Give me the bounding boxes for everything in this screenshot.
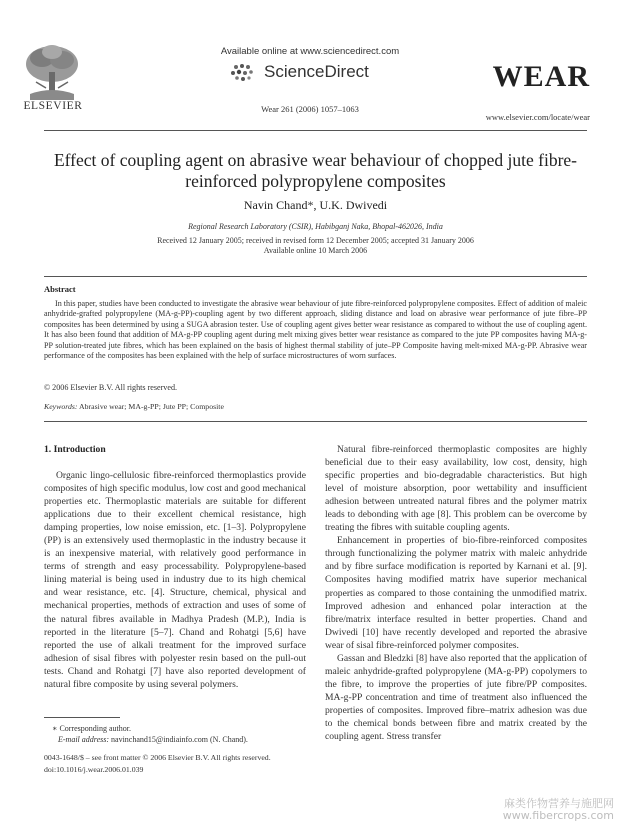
paragraph: Organic lingo-cellulosic fibre-reinforced thermoplastics provide composites of high specific modulus, low cost and good mechanical properties etc. Thermoplastic materials are suitable for different applications due to their excellent chemical resistance, high damping properties, low noise emission, etc. [1–3]. Polypropylene (PP) is an extensively used thermoplastic in the industry because it is an inexpensive material, with relatively good performance in terms of strength and easy processability. Polypropylene-based lining material is being used in industry due to its high chemical and wear resistance, etc. [4]. Structure, chemical, physical and mechanical properties, methods of extraction and uses of some of the natural fibres available in Madhya Pradesh (M.P.), India is reported in the literature [5–7]. Chand and Rohatgi [5,6] have reported the use of alkali treatment for the improved surface adhesion of sisal fibres with polyester resin based on the pull-out tests. Chand and Rohatgi [7] have also reported development of natural fibre composite by using several polymers.: [44, 470, 306, 690]
keywords-list: Abrasive wear; MA-g-PP; Jute PP; Composite: [79, 402, 224, 411]
author-name: , U.K. Dwivedi: [313, 198, 388, 212]
watermark: [503, 798, 614, 822]
right-column: [325, 443, 587, 743]
doi-link[interactable]: 10.1016/j.wear.2006.01.039: [56, 764, 144, 774]
watermark-url: www.fibercrops.com: [502, 809, 614, 822]
email-suffix: (N. Chand).: [209, 735, 248, 744]
sciencedirect-dots-icon: [228, 63, 262, 83]
available-online-text[interactable]: Available online at www.sciencedirect.com: [220, 46, 400, 57]
email-label: E-mail address:: [58, 735, 110, 744]
section-heading: 1. Introduction: [44, 444, 106, 455]
watermark-site-name: 麻类作物营养与施肥网: [504, 797, 614, 810]
footnote: [44, 723, 248, 745]
header-divider: [44, 130, 587, 131]
journal-url[interactable]: www.elsevier.com/locate/wear: [485, 112, 590, 122]
footnote-divider: [44, 717, 120, 718]
paragraph: Enhancement in properties of bio-fibre-reinforced composites through functionalizing the polymer matrix with maleic anhydride and by fibre surface modification is reported by Karnani et al. [9]. Composites having modified matrix have superior mechanical properties as compared to those containing the unmodified matrix. Improved adhesion and enhanced polar interaction at the fibre/matrix interface resulted in better properties. Chand and Dwivedi [10] have recently developed and reported the abrasive wear of sisal fibre-reinforced polymer composites.: [325, 535, 587, 651]
paper-title: Effect of coupling agent on abrasive wear behaviour of chopped jute fibre-reinforced polypropylene composites: [53, 150, 577, 191]
journal-name: WEAR: [492, 60, 590, 93]
available-online-date: Available online 10 March 2006: [263, 246, 368, 255]
author-name: Navin Chand: [243, 198, 308, 212]
left-column: [44, 469, 306, 691]
corresponding-mark[interactable]: *: [307, 198, 314, 212]
paragraph: Natural fibre-reinforced thermoplastic composites are highly beneficial due to their easy availability, low cost, density, high specific properties and bio-degradable characteristics. But high level of moisture absorption, poor wettability and insufficient adhesion between untreated natural fibres and the polymer matrix leads to debonding with age [8]. This problem can be overcome by treating the fibres with suitable coupling agents.: [325, 444, 587, 534]
abstract-text: [44, 299, 587, 361]
doi-label: doi:: [44, 764, 57, 774]
email-link[interactable]: navinchand15@indiainfo.com: [111, 735, 208, 744]
publisher-name: ELSEVIER: [23, 100, 83, 112]
sciencedirect-wordmark: ScienceDirect: [264, 62, 369, 81]
abstract-top-divider: [44, 276, 587, 277]
author-list: [44, 198, 587, 213]
front-matter-info: [44, 752, 271, 775]
abstract-paragraph: In this paper, studies have been conducted to investigate the abrasive wear behaviour of jute fibre-reinforced polypropylene composites. Effect of addition of maleic anhydride-grafted polypropylene (MA-g-PP)-coupling agent by two different approach, sliding distance and load on abrasive wear performance of jute fibre–PP composites has been determined by using a SUGA abrasion tester. Use of coupling agent gives better wear resistance as compared to without the use of coupling agent. It has also been found that addition of MA-g-PP coupling agent during melt mixing gives better wear resistance as compared to the jute PP composites having MA-g-PP solution-treated jute fibres, which has been explained on the basis of highest thermal stability of jute–PP Composite having melt-mixed MA-g-PP. Abrasive wear performance of the composites has been explained with the help of surface microstructures of worn surfaces.: [44, 299, 587, 361]
article-dates: [44, 236, 587, 256]
affiliation: Regional Research Laboratory (CSIR), Habibganj Naka, Bhopal-462026, India: [188, 222, 443, 231]
keywords-label: Keywords:: [44, 402, 78, 411]
corresponding-author-note: ∗ Corresponding author.: [52, 724, 131, 733]
paragraph: Gassan and Bledzki [8] have also reported that the application of maleic anhydride-grafted polypropylene (MA-g-PP) copolymers to the fibre, to improve the properties of jute fibre/PP composites. MA-g-PP concentration and time of treatment also influenced the properties of composites. Improved fibre–matrix adhesion was due to the chemical bonds between fibre and matrix created by the coupling agent. Stress transfer: [325, 652, 587, 743]
abstract-heading: Abstract: [44, 284, 76, 294]
abstract-bottom-divider: [44, 421, 587, 422]
issn-line: 0043-1648/$ – see front matter © 2006 Elsevier B.V. All rights reserved.: [44, 753, 271, 762]
keywords: [44, 402, 224, 411]
received-dates: Received 12 January 2005; received in revised form 12 December 2005; accepted 31 January 2006: [157, 236, 474, 245]
abstract-copyright: © 2006 Elsevier B.V. All rights reserved.: [44, 383, 178, 392]
journal-reference: Wear 261 (2006) 1057–1063: [261, 104, 359, 114]
